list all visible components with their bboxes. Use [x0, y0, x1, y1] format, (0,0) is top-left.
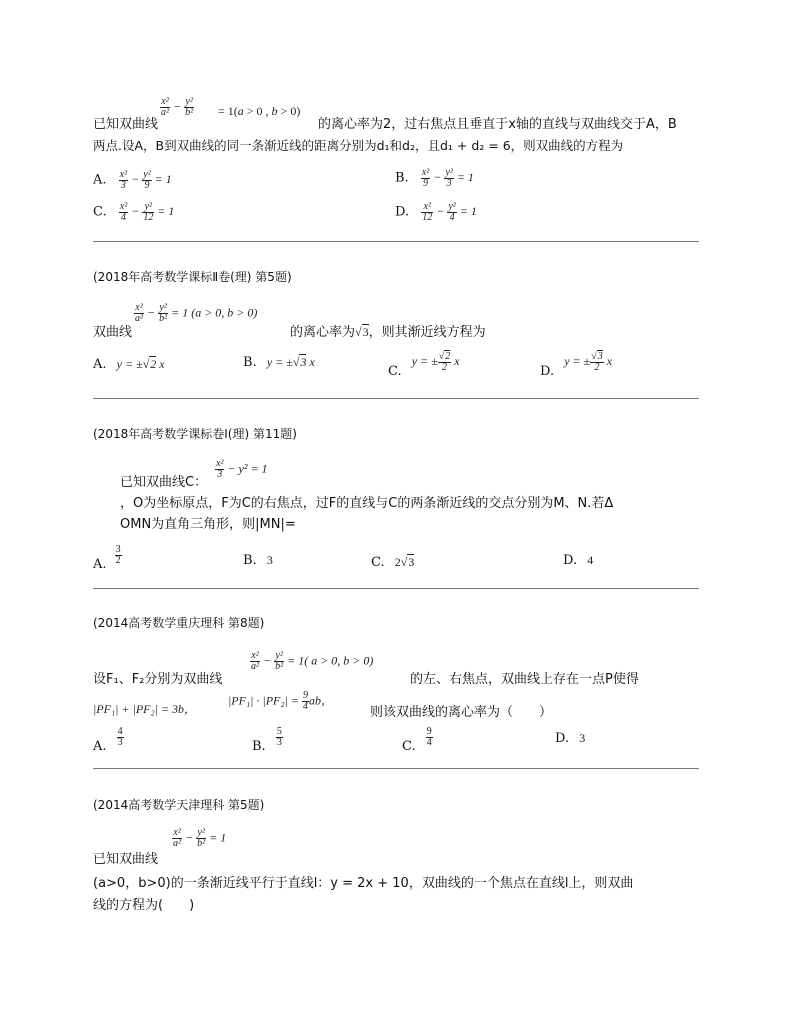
q3-line2: ，O为坐标原点，F为C的右焦点，过F的直线与C的两条渐近线的交点分别为M、N.若Δ — [120, 496, 614, 511]
q1-option-b[interactable]: B. $\frac{\text{x²}}{9}$ − $\frac{\text{y²}}{3}$ = 1 — [395, 167, 474, 189]
q4-option-b[interactable] — [252, 726, 283, 755]
option-den: 3 — [120, 180, 126, 191]
q5-intro: 已知双曲线 — [93, 852, 159, 867]
option-expr: y = ± — [116, 357, 143, 371]
option-label: B. — [395, 170, 409, 186]
q4-option-a[interactable] — [93, 726, 124, 755]
option-label: C. — [93, 204, 107, 220]
q4-formula-tail: = 1( a > 0, b > 0) — [287, 653, 374, 668]
q1-option-a[interactable]: A. $\frac{\text{x²}}{3}$ − $\frac{\text{y²}}{9}$ = 1 — [93, 169, 172, 191]
q2-option-a[interactable]: A. y = ±√2 x — [93, 357, 165, 372]
option-den: 3 — [276, 737, 282, 748]
q2-option-b[interactable]: B. y = ±√3 x — [243, 355, 315, 370]
option-var: x — [309, 355, 315, 369]
q3-option-a[interactable] — [93, 544, 122, 573]
option-label: D. — [563, 553, 578, 568]
q4-condition-2 — [228, 691, 333, 712]
option-den: 9 — [423, 178, 429, 189]
option-root: 2 — [445, 351, 451, 362]
option-coef: 2 — [394, 555, 401, 569]
option-tail: = 1 — [459, 204, 477, 219]
option-label: A. — [93, 739, 107, 755]
option-label: C. — [402, 739, 416, 755]
option-den: 2 — [115, 555, 121, 566]
option-den: 9 — [144, 180, 150, 191]
option-expr: y = ± — [411, 354, 438, 369]
q5-line2: (a>0，b>0)的一条渐近线平行于直线l：y = 2x + 10，双曲线的一个焦点在直线l上，则双曲 — [93, 876, 634, 891]
q4-cond2-pre: |PF₁| · |PF₂| = — [228, 693, 299, 708]
option-root: 3 — [408, 555, 415, 569]
option-label: A. — [93, 172, 107, 188]
q2-source: (2018年高考数学课标Ⅱ卷(理) 第5题) — [93, 270, 292, 284]
q4-condition-1: |PF₁| + |PF₂| = 3b， — [93, 702, 197, 716]
q2-hyperbola-formula: $\frac{\text{x²}}{\text{a²}}$ − $\frac{\text{y²}}{\text{b²}}$ = 1 (a > 0, b > 0) — [135, 302, 258, 324]
q5-source: (2014高考数学天津理科 第5题) — [93, 798, 265, 812]
q2-post-a: 的离心率为 — [290, 325, 356, 340]
q2-question-text: 的离心率为√3，则其渐近线方程为 — [290, 325, 486, 340]
option-value: 3 — [266, 553, 273, 567]
q5-line3: 线的方程为( ) — [93, 898, 195, 913]
q1-line1-post: 的离心率为2，过右焦点且垂直于x轴的直线与双曲线交于A，B — [318, 117, 677, 132]
q4-hyperbola-formula: $\frac{\text{x²}}{\text{a²}}$ − $\frac{\text{y²}}{\text{b²}}$ = 1( a > 0, b > 0) — [251, 650, 374, 672]
option-num: y² — [142, 202, 154, 213]
option-den: 12 — [143, 212, 154, 223]
option-var: x — [454, 354, 460, 369]
q1-option-d[interactable]: D. $\frac{\text{x²}}{12}$ − $\frac{\text{y²}}{4}$ = 1 — [395, 201, 477, 223]
q1-line1 — [93, 113, 158, 132]
q4-ask: 则该双曲线的离心率为（ ） — [370, 705, 553, 720]
option-den: 2 — [442, 362, 448, 373]
option-label: B. — [252, 739, 266, 755]
option-num: x² — [119, 169, 128, 180]
option-label: C. — [371, 555, 385, 570]
option-num: x² — [421, 202, 433, 213]
divider — [93, 241, 699, 242]
q3-line3: OMN为直角三角形，则|MN|= — [120, 517, 296, 532]
option-den: 4 — [449, 212, 455, 223]
q3-option-b[interactable] — [243, 553, 273, 568]
q3-hyperbola-formula: $\frac{\text{x²}}{3}$ − y² = 1 — [216, 458, 268, 480]
option-value: 4 — [587, 553, 594, 567]
option-label: A. — [93, 557, 107, 573]
option-value: 3 — [579, 731, 586, 745]
q2-intro: 双曲线 — [93, 325, 133, 340]
q3-formula-tail: − y² = 1 — [227, 461, 268, 476]
option-label: D. — [555, 731, 570, 746]
option-num: x² — [421, 167, 430, 178]
q1-line2: 两点.设A，B到双曲线的同一条渐近线的距离分别为d₁和d₂，且d₁ + d₂ = 6，则双曲线的方程为 — [93, 138, 624, 153]
q3-intro: 已知双曲线C： — [120, 475, 208, 490]
divider — [93, 588, 699, 589]
q2-post-b: ，则其渐近线方程为 — [368, 325, 486, 340]
q1-formula-tail: = 1(a > 0 , b > 0) — [218, 104, 301, 118]
option-expr: y = ± — [564, 354, 591, 369]
q2-ecc: 3 — [362, 325, 369, 339]
q4-cond2-num: 9 — [302, 690, 308, 701]
option-num: y² — [445, 167, 453, 178]
option-label: D. — [395, 204, 410, 220]
q1-option-c[interactable]: C. $\frac{\text{x²}}{4}$ − $\frac{\text{y²}}{12}$ = 1 — [93, 201, 175, 223]
q3-option-c[interactable]: C. 2√3 — [371, 555, 415, 570]
q3-option-d[interactable] — [563, 553, 593, 568]
q4-source: (2014高考数学重庆理科 第8题) — [93, 616, 265, 630]
option-label: A. — [93, 357, 107, 372]
divider — [93, 768, 699, 769]
q4-option-d[interactable] — [555, 731, 585, 746]
option-tail: = 1 — [154, 172, 172, 187]
option-tail: = 1 — [157, 204, 175, 219]
q2-formula-tail: = 1 (a > 0, b > 0) — [171, 305, 258, 320]
q2-option-d[interactable]: D. y = ± $\frac{√3}{2}$ x — [540, 351, 613, 380]
q2-option-c[interactable]: C. y = ± $\frac{√2}{2}$ x — [388, 351, 460, 380]
option-den: 3 — [446, 178, 452, 189]
option-num: 9 — [426, 726, 432, 737]
option-num: 5 — [276, 726, 282, 737]
option-num: 3 — [115, 544, 121, 555]
option-expr: y = ± — [266, 355, 293, 369]
q5-hyperbola-formula: $\frac{\text{x²}}{\text{a²}}$ − $\frac{\text{y²}}{\text{b²}}$ = 1 — [173, 827, 227, 849]
option-label: D. — [540, 364, 555, 380]
q4-option-c[interactable] — [402, 726, 433, 755]
option-num: 4 — [117, 726, 123, 737]
q4-cond2-den: 4 — [302, 701, 308, 712]
option-label: B. — [243, 355, 257, 370]
option-den: 4 — [426, 737, 432, 748]
q4-cond2-post: ab， — [308, 693, 333, 708]
q5-formula-tail: = 1 — [209, 830, 227, 845]
q1-intro: 已知双曲线 — [93, 117, 159, 132]
option-den: 12 — [422, 212, 433, 223]
option-root: 2 — [150, 357, 157, 371]
q4-intro: 设F₁、F₂分别为双曲线 — [93, 672, 223, 687]
option-var: x — [159, 357, 165, 371]
option-root: 3 — [300, 355, 307, 369]
option-var: x — [606, 354, 613, 369]
divider — [93, 398, 699, 399]
option-den: 2 — [594, 362, 600, 373]
option-num: x² — [119, 201, 128, 212]
option-tail: = 1 — [456, 170, 474, 185]
option-num: y² — [143, 169, 151, 180]
q4-post: 的左、右焦点，双曲线上存在一点P使得 — [410, 672, 639, 687]
option-root: 3 — [597, 351, 603, 362]
option-den: 3 — [117, 737, 123, 748]
option-den: 4 — [120, 212, 126, 223]
q3-source: (2018年高考数学课标卷Ⅰ(理) 第11题) — [93, 427, 297, 441]
option-label: B. — [243, 553, 257, 568]
option-num: y² — [448, 201, 456, 212]
q1-hyperbola-formula: $\frac{\text{x²}}{\text{a²}}$ − $\frac{\text{y²}}{\text{b²}}$ — [161, 96, 194, 118]
option-label: C. — [388, 364, 402, 380]
